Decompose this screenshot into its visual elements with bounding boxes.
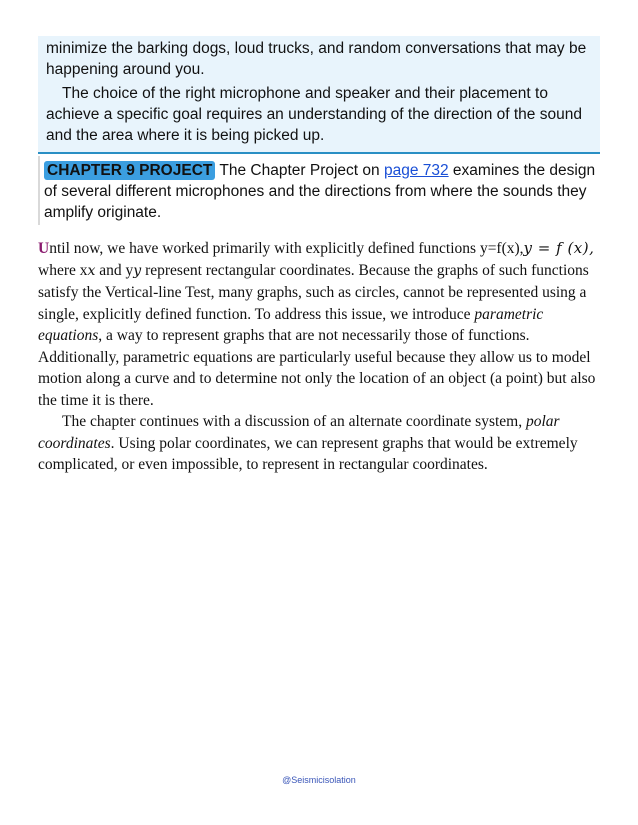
emphasis-polar: polar coordinates: [38, 413, 560, 452]
math-variable-x: x: [87, 262, 96, 279]
text-span: . Using polar coordinates, we can represent graphs that would be extremely complicated, or even impossible, to represent in rectangular coordinates.: [38, 434, 578, 473]
chapter-project-badge: CHAPTER 9 PROJECT: [44, 161, 215, 180]
chapter-intro-text: [38, 238, 604, 476]
body-paragraph-1: [38, 238, 604, 411]
watermark-footer: @Seismicisolation: [282, 775, 356, 785]
text-span: where x: [38, 261, 88, 279]
intro-callout-box: [38, 36, 600, 154]
project-text-after: examines the design of several different microphones and the directions from where the sounds they amplify originate.: [44, 162, 596, 221]
math-variable-y: y: [133, 262, 142, 279]
body-paragraph-2: [38, 411, 604, 476]
chapter-project-note: [38, 156, 600, 225]
intro-paragraph-2: The choice of the right microphone and speaker and their placement to achieve a specific goal requires an understanding of the direction of the sound and the area where it is being picked up.: [46, 85, 582, 144]
page-link[interactable]: page 732: [383, 162, 449, 179]
text-span: represent rectangular coordinates. Because the graphs of such functions satisfy the Vertical-line Test, many graphs, such as circles, cannot be represented using a single, explicitly defined function. To address this issue, we introduce: [38, 261, 589, 323]
emphasis-parametric: parametric equations: [38, 305, 544, 344]
text-span: ntil now, we have worked primarily with explicitly defined functions y=f(x),: [49, 240, 524, 257]
math-expression: y = f (x),: [523, 239, 595, 257]
project-text-before: The Chapter Project on: [215, 162, 384, 179]
text-span: , a way to represent graphs that are not necessarily those of functions. Additionally, parametric equations are particularly useful because they allow us to model motion along a curve and to determine not only the location of an object (a point) but also the time it is there.: [38, 327, 596, 409]
intro-paragraph-1: minimize the barking dogs, loud trucks, and random conversations that may be happening around you.: [46, 40, 587, 78]
drop-cap: U: [38, 240, 50, 257]
text-span: and y: [95, 261, 134, 279]
text-span: The chapter continues with a discussion of an alternate coordinate system,: [62, 413, 526, 430]
